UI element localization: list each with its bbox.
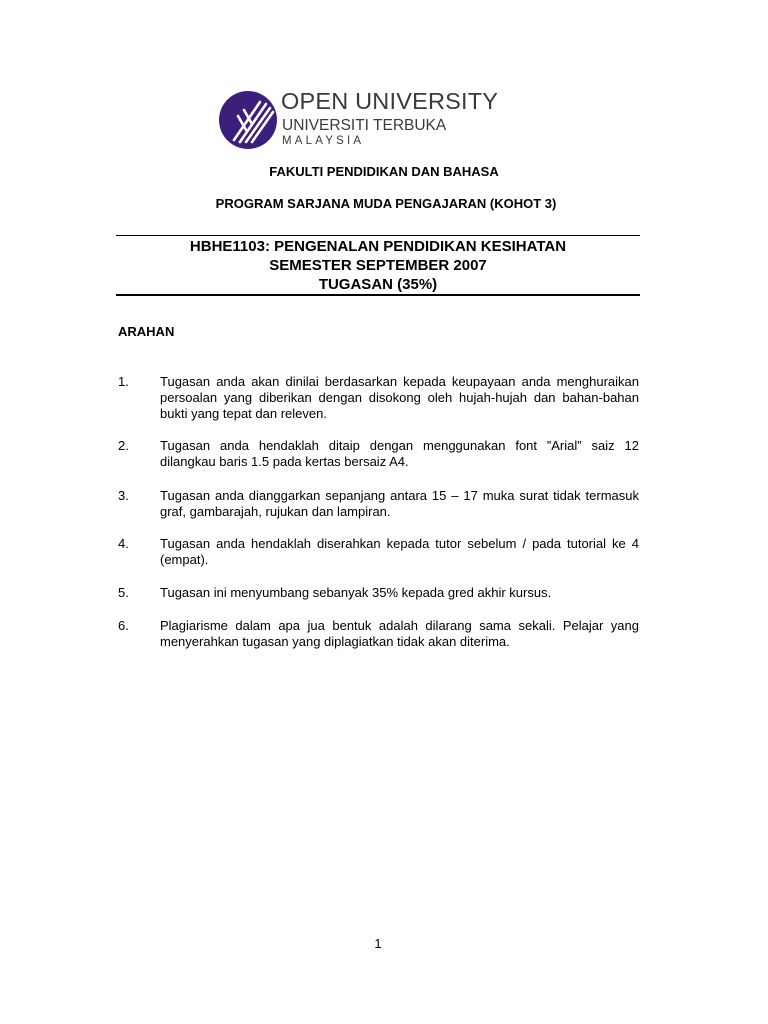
assignment-weight: TUGASAN (35%) [318,276,438,293]
instruction-number: 2. [118,438,129,453]
bottom-divider [116,294,640,296]
instruction-number: 5. [118,585,129,600]
instruction-number: 4. [118,536,129,551]
university-emblem-icon [218,90,278,150]
logo-country: MALAYSIA [282,135,365,147]
course-semester: SEMESTER SEPTEMBER 2007 [269,257,487,274]
instruction-number: 3. [118,488,129,503]
instruction-text: Tugasan ini menyumbang sebanyak 35% kepada gred akhir kursus. [160,585,552,600]
page-number: 1 [374,936,382,951]
university-logo [218,88,499,150]
instructions-heading: ARAHAN [118,324,175,339]
instruction-text: Tugasan anda akan dinilai berdasarkan kepada keupayaan anda menghuraikan persoalan yang diberikan dengan disokong oleh hujah-hujah dan bahan-bahan bukti yang tepat dan releven. [160,374,639,421]
course-heading [116,237,640,294]
top-divider [116,235,640,236]
program-name: PROGRAM SARJANA MUDA PENGAJARAN (KOHOT 3) [215,196,557,211]
logo-title: OPEN UNIVERSITY [281,88,499,114]
instruction-text: Plagiarisme dalam apa jua bentuk adalah dilarang sama sekali. Pelajar yang menyerahkan tugasan yang diplagiatkan tidak akan diterima. [160,618,639,649]
faculty-name: FAKULTI PENDIDIKAN DAN BAHASA [269,164,499,179]
instruction-text: Tugasan anda dianggarkan sepanjang antara 15 – 17 muka surat tidak termasuk graf, gambarajah, rujukan dan lampiran. [160,488,639,519]
instruction-number: 6. [118,618,129,633]
instruction-number: 1. [118,374,129,389]
course-title: HBHE1103: PENGENALAN PENDIDIKAN KESIHATAN [189,238,567,255]
instruction-text: Tugasan anda hendaklah ditaip dengan menggunakan font ”Arial” saiz 12 dilangkau baris 1.5 pada kertas bersaiz A4. [160,438,639,469]
instruction-text: Tugasan anda hendaklah diserahkan kepada tutor sebelum / pada tutorial ke 4 (empat). [160,536,639,567]
logo-subtitle: UNIVERSITI TERBUKA [282,117,447,134]
